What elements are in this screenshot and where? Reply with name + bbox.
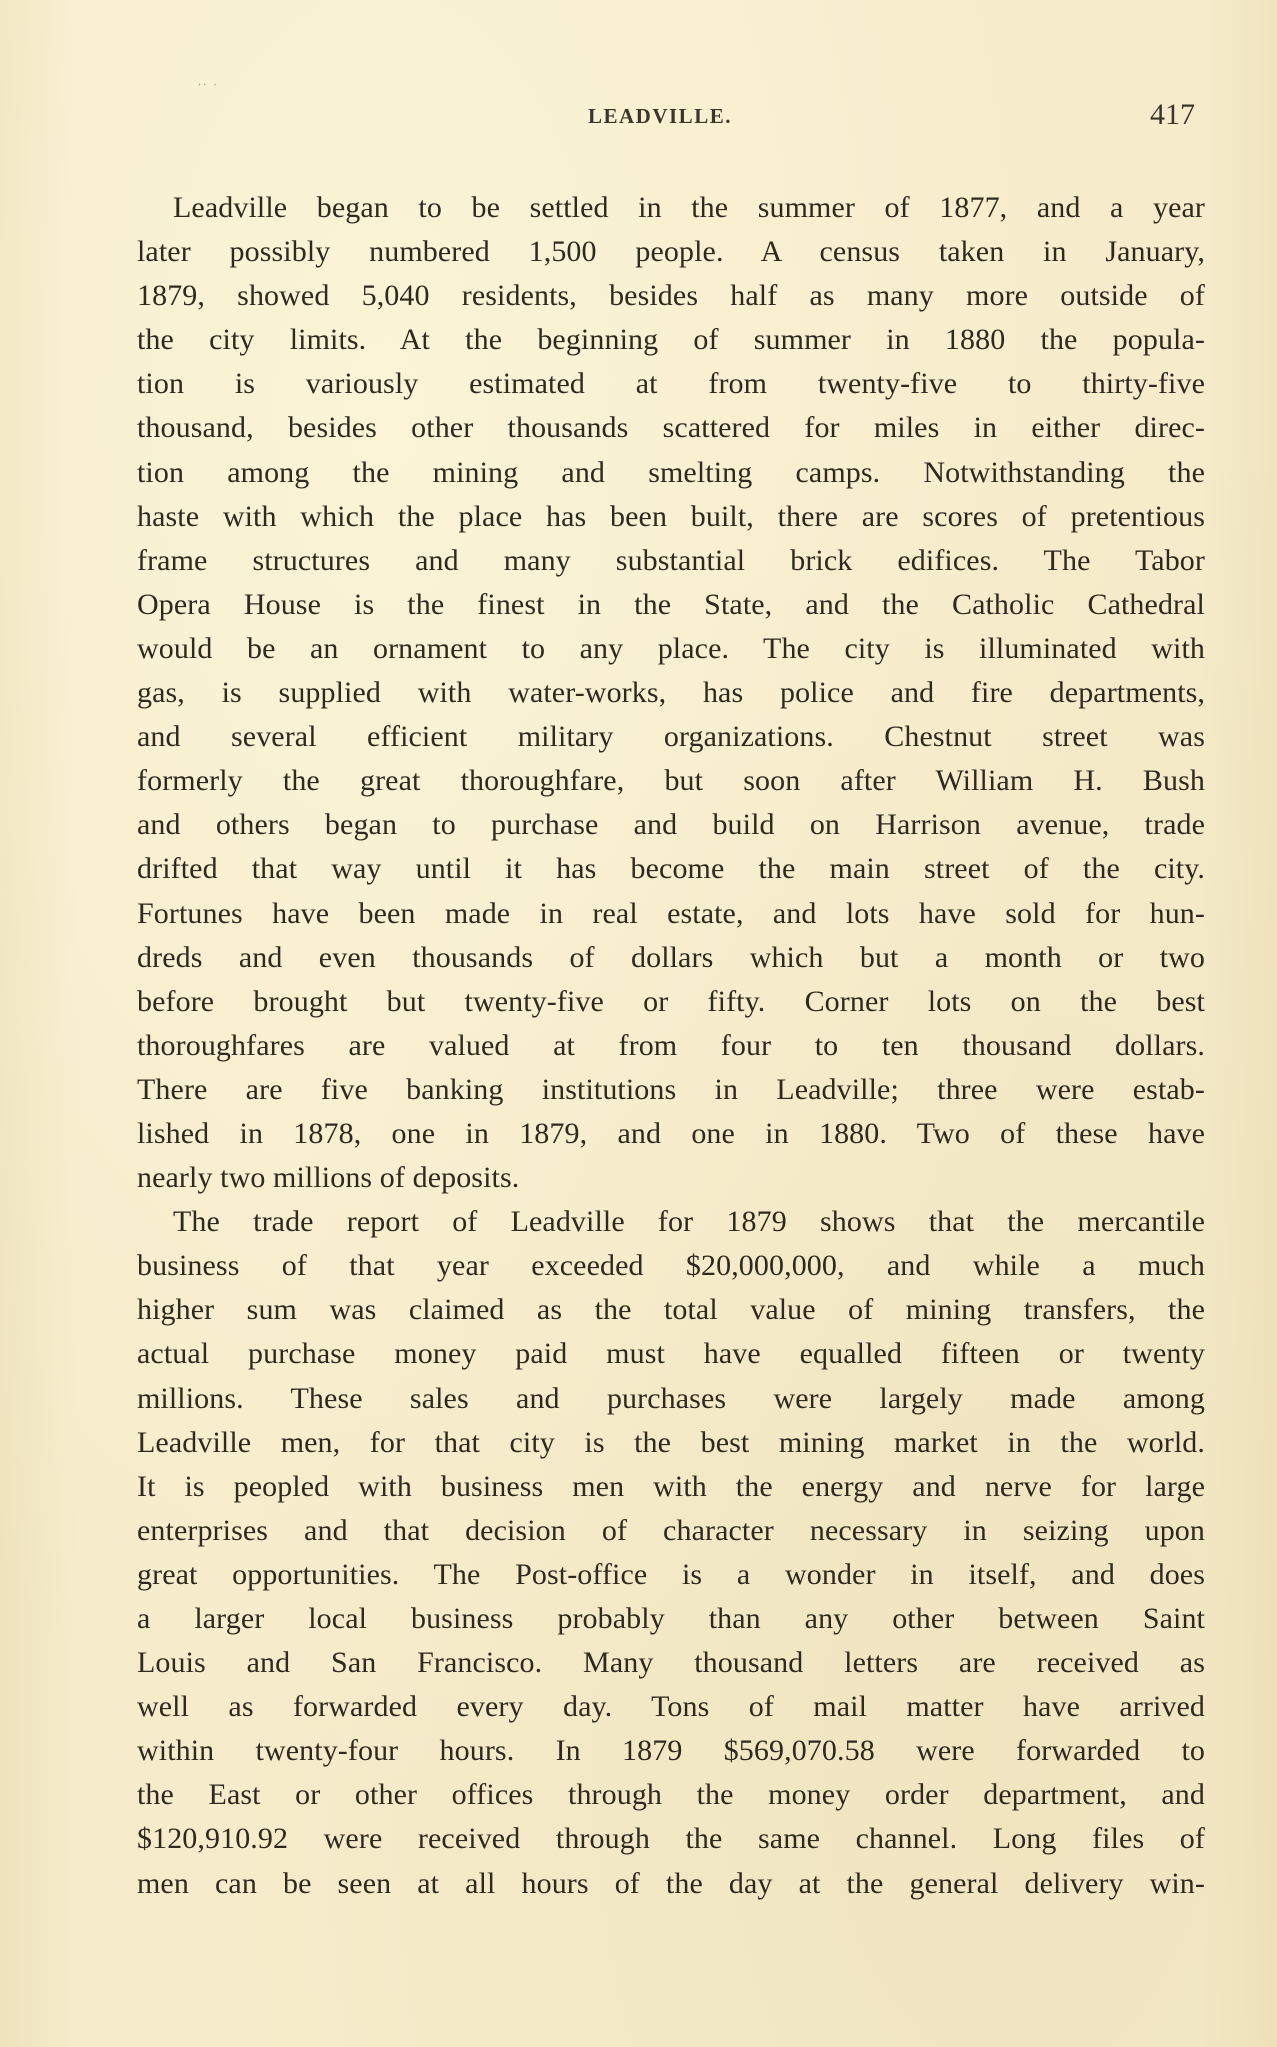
text-line: dreds and even thousands of dollars which but a month or two <box>137 940 1205 974</box>
text-line: thoroughfares are valued at from four to ten thousand dollars. <box>137 1028 1205 1062</box>
text-line: millions. These sales and purchases were largely made among <box>137 1381 1205 1415</box>
text-line: gas, is supplied with water-works, has police and fire departments, <box>137 676 1205 710</box>
paragraph-1 <box>137 186 1205 1200</box>
text-line: enterprises and that decision of character necessary in seizing upon <box>137 1513 1205 1547</box>
text-line: later possibly numbered 1,500 people. A census taken in January, <box>137 235 1205 269</box>
text-line: drifted that way until it has become the main street of the city. <box>137 852 1205 886</box>
text-line: within twenty-four hours. In 1879 $569,070.58 were forwarded to <box>137 1734 1205 1768</box>
text-line: lished in 1878, one in 1879, and one in 1880. Two of these have <box>137 1116 1205 1150</box>
page-number: 417 <box>1150 98 1195 131</box>
text-line: higher sum was claimed as the total value of mining transfers, the <box>137 1293 1205 1327</box>
text-line: and others began to purchase and build on Harrison avenue, trade <box>137 808 1205 842</box>
text-line: thousand, besides other thousands scattered for miles in either direc- <box>137 411 1205 445</box>
text-line: men can be seen at all hours of the day at the general delivery win- <box>137 1866 1205 1900</box>
paragraph-2 <box>137 1200 1205 1906</box>
text-line: a larger local business probably than any other between Saint <box>137 1602 1205 1635</box>
text-line: Leadville began to be settled in the summer of 1877, and a year <box>173 191 1205 224</box>
text-line: $120,910.92 were received through the same channel. Long files of <box>137 1822 1205 1856</box>
text-line: Louis and San Francisco. Many thousand letters are received as <box>137 1646 1205 1680</box>
scan-speck: ·· · <box>198 80 219 91</box>
text-line: It is peopled with business men with the energy and nerve for large <box>137 1469 1205 1503</box>
text-line: well as forwarded every day. Tons of mail matter have arrived <box>137 1690 1205 1724</box>
text-line: tion is variously estimated at from twenty-five to thirty-five <box>137 367 1205 401</box>
text-line: formerly the great thoroughfare, but soon after William H. Bush <box>137 764 1205 798</box>
text-line: actual purchase money paid must have equalled fifteen or twenty <box>137 1337 1205 1371</box>
text-line: tion among the mining and smelting camps. Notwithstanding the <box>137 455 1205 489</box>
text-line: frame structures and many substantial brick edifices. The Tabor <box>137 543 1205 577</box>
text-line: Fortunes have been made in real estate, and lots have sold for hun- <box>137 896 1205 930</box>
text-line: nearly two millions of deposits. <box>137 1161 520 1195</box>
text-line: haste with which the place has been built, there are scores of pretentious <box>137 499 1205 533</box>
text-line: great opportunities. The Post-office is a wonder in itself, and does <box>137 1557 1205 1591</box>
text-line: 1879, showed 5,040 residents, besides half as many more outside of <box>137 279 1205 313</box>
text-line: Opera House is the finest in the State, and the Catholic Cathedral <box>137 587 1205 621</box>
running-head-title: LEADVILLE. <box>588 104 732 128</box>
text-line: before brought but twenty-five or fifty. Corner lots on the best <box>137 984 1205 1018</box>
body-text <box>137 186 1205 1906</box>
text-line: Leadville men, for that city is the best mining market in the world. <box>137 1425 1205 1459</box>
text-line: There are five banking institutions in Leadville; three were estab- <box>137 1072 1205 1106</box>
text-line: and several efficient military organizations. Chestnut street was <box>137 720 1205 754</box>
text-line: would be an ornament to any place. The city is illuminated with <box>137 631 1205 665</box>
text-line: the East or other offices through the money order department, and <box>137 1778 1205 1812</box>
running-head <box>0 98 1277 134</box>
text-line: The trade report of Leadville for 1879 shows that the mercantile <box>173 1205 1205 1239</box>
text-line: the city limits. At the beginning of summer in 1880 the popula- <box>137 323 1205 357</box>
text-line: business of that year exceeded $20,000,000, and while a much <box>137 1249 1205 1283</box>
